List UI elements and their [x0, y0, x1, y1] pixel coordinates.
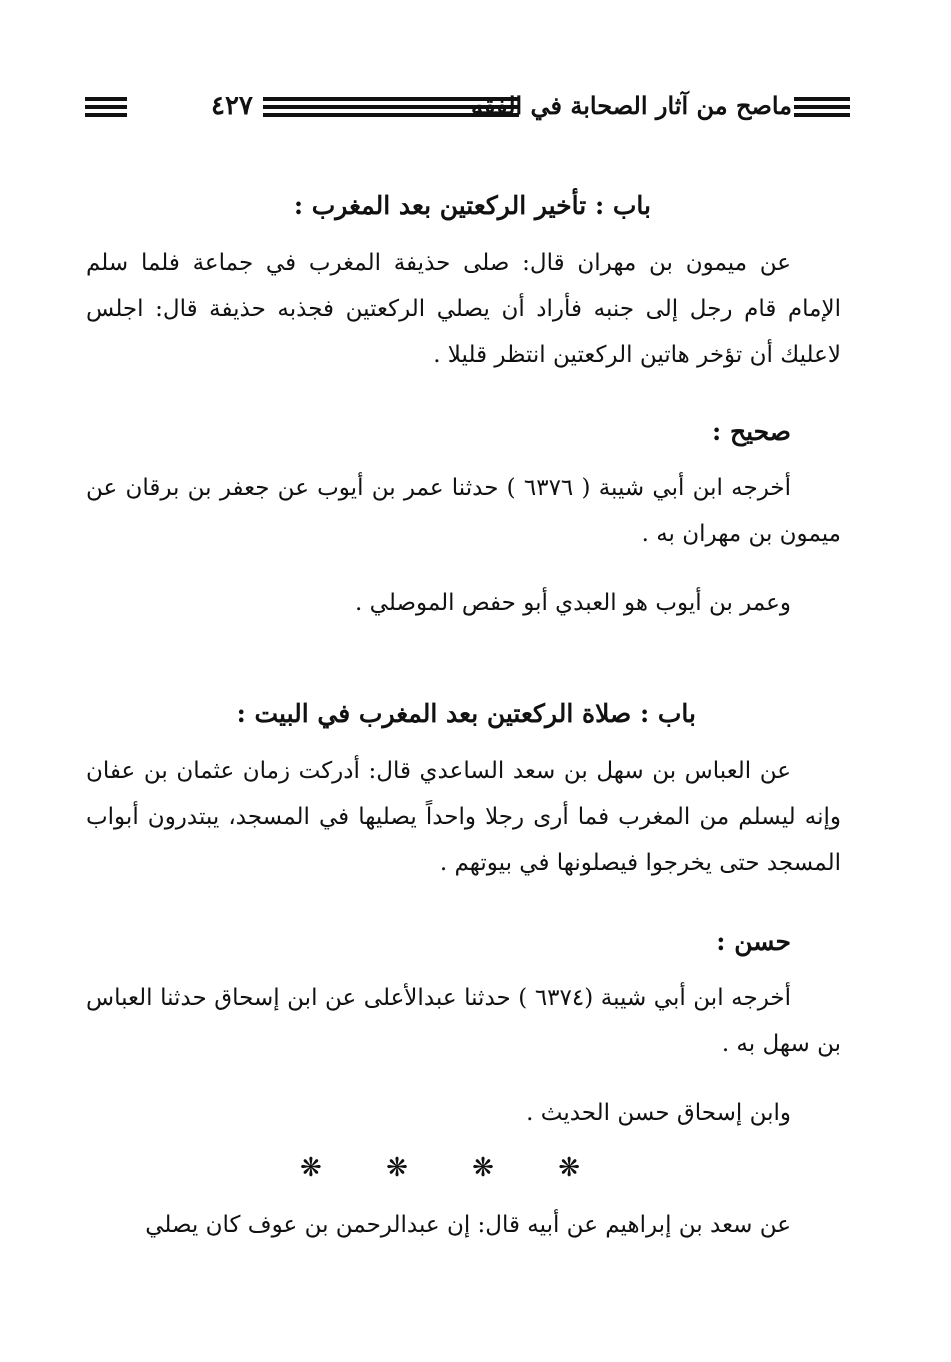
page-header — [85, 88, 850, 124]
takhrij-text: أخرجه ابن أبي شيبة (٦٣٧٤ ) حدثنا عبدالأعلى عن ابن إسحاق حدثنا العباس بن سهل به . — [86, 985, 841, 1057]
section-heading: باب : صلاة الركعتين بعد المغرب في البيت : — [236, 699, 696, 728]
narrator-note: وابن إسحاق حسن الحديث . — [526, 1100, 791, 1126]
grade-label: صحيح : — [712, 417, 791, 446]
page-number: ٤٢٧ — [211, 91, 253, 121]
section-separator — [300, 1150, 580, 1186]
asterism-icon: ❋ — [300, 1153, 322, 1183]
running-title: ماصح من آثار الصحابة في الفقه — [471, 91, 792, 120]
section-heading: باب : تأخير الركعتين بعد المغرب : — [293, 191, 651, 220]
athar-text: عن العباس بن سهل بن سعد الساعدي قال: أدركت زمان عثمان بن عفان وإنه ليسلم من المغرب فما أرى رجلا واحداً يصليها في المسجد، يبتدرون أبواب المسجد حتى يخرجوا فيصلونها في بيوتهم . — [86, 758, 841, 876]
asterism-icon: ❋ — [558, 1153, 580, 1183]
grade-label: حسن : — [716, 927, 791, 956]
asterism-icon: ❋ — [386, 1153, 408, 1183]
narrator-note: وعمر بن أيوب هو العبدي أبو حفص الموصلي . — [355, 590, 791, 616]
athar-text: عن ميمون بن مهران قال: صلى حذيفة المغرب في جماعة فلما سلم الإمام قام رجل إلى جنبه فأراد أن يصلي الركعتين فجذبه حذيفة قال: اجلس لاعليك أن تؤخر هاتين الركعتين انتظر قليلا . — [86, 250, 841, 368]
takhrij-text: أخرجه ابن أبي شيبة ( ٦٣٧٦ ) حدثنا عمر بن أيوب عن جعفر بن برقان عن ميمون بن مهران به . — [86, 475, 841, 547]
asterism-icon: ❋ — [472, 1153, 494, 1183]
athar-text: عن سعد بن إبراهيم عن أبيه قال: إن عبدالرحمن بن عوف كان يصلي — [145, 1212, 791, 1238]
